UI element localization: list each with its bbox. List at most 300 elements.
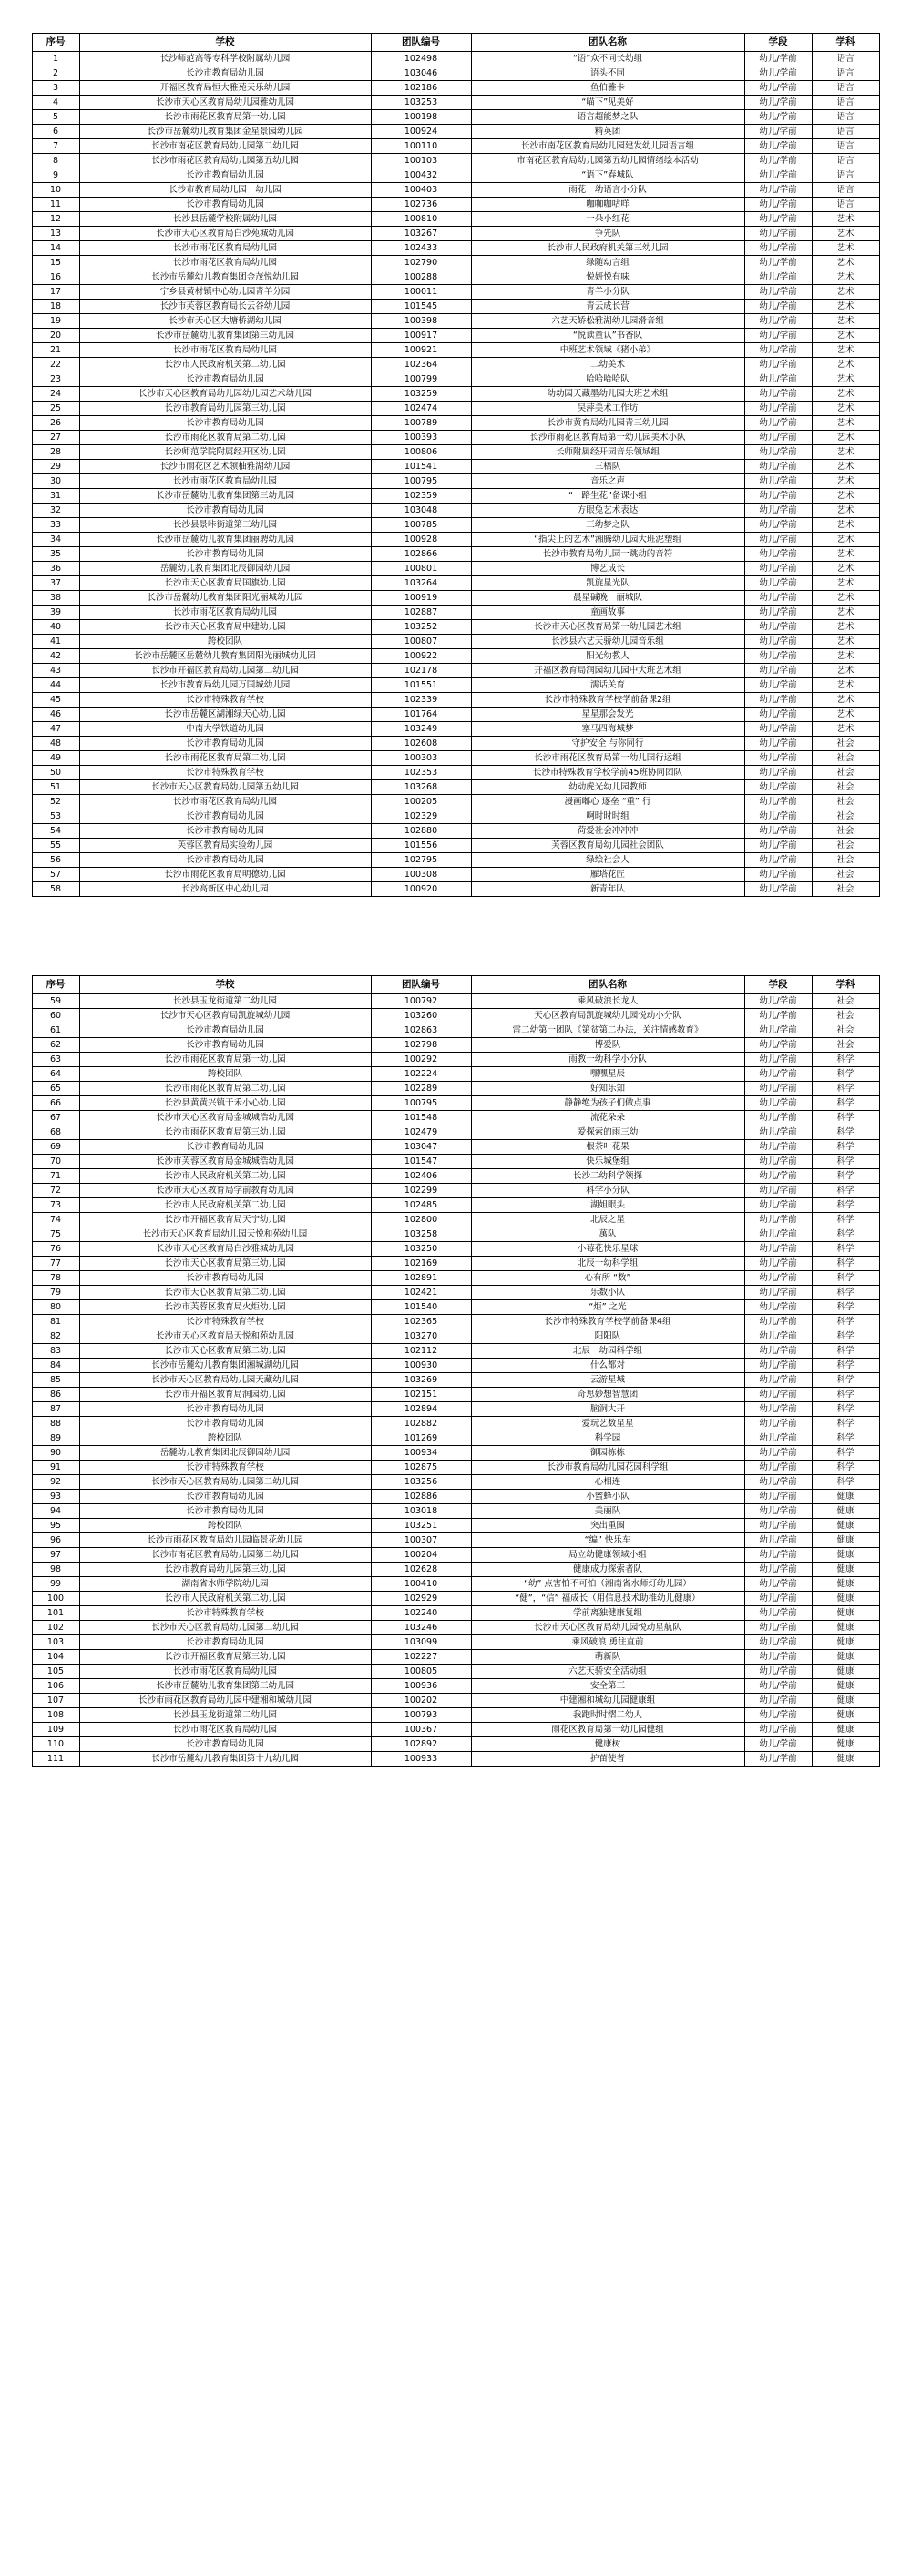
cell-team-name: 三幼梦之队 [471,518,744,533]
cell-school: 长沙市岳麓区岳麓幼儿教育集团阳光丽城幼儿园 [79,649,371,664]
table-row [32,460,879,474]
cell-team-name: 护苗使者 [471,1752,744,1767]
cell-team-name: 青羊小分队 [471,285,744,300]
cell-team-name: 雨花一幼语言小分队 [471,183,744,198]
cell-no: 4 [32,96,79,110]
cell-no: 29 [32,460,79,474]
cell-team-id: 103267 [371,227,471,241]
cell-team-name: 突出重围 [471,1519,744,1533]
table-row [32,1679,879,1694]
table-row [32,66,879,81]
cell-team-name: 塞马四海城梦 [471,722,744,737]
table-row [32,1650,879,1665]
cell-school: 长沙市天心区教育局凯旋城幼儿园 [79,1009,371,1023]
cell-no: 53 [32,809,79,824]
col-header-team-name: 团队名称 [471,976,744,994]
table-row [32,1053,879,1067]
cell-stage: 幼儿/学前 [744,1665,812,1679]
cell-no: 47 [32,722,79,737]
cell-subject: 科学 [812,1402,879,1417]
cell-subject: 艺术 [812,431,879,445]
table-row [32,270,879,285]
cell-team-id: 102299 [371,1184,471,1198]
cell-team-id: 102795 [371,853,471,868]
cell-subject: 健康 [812,1723,879,1737]
cell-school: 长沙市人民政府机关第二幼儿园 [79,1169,371,1184]
cell-subject: 艺术 [812,678,879,693]
table-row [32,994,879,1009]
table-row [32,81,879,96]
cell-team-name: 好知乐知 [471,1082,744,1096]
cell-school: 长沙市天心区教育局第二幼儿园 [79,1344,371,1359]
cell-school: 长沙市岳麓幼儿教育集团金茂悦幼儿园 [79,270,371,285]
cell-no: 87 [32,1402,79,1417]
cell-no: 35 [32,547,79,562]
cell-school: 长沙县岳麓学校附属幼儿园 [79,212,371,227]
cell-team-id: 100367 [371,1723,471,1737]
table-row [32,227,879,241]
cell-subject: 健康 [812,1635,879,1650]
cell-team-id: 100801 [371,562,471,576]
cell-school: 长沙市天心区教育局幼儿园第二幼儿园 [79,1621,371,1635]
cell-team-name: 鱼伯雅卡 [471,81,744,96]
cell-team-id: 102169 [371,1257,471,1271]
cell-no: 95 [32,1519,79,1533]
cell-stage: 幼儿/学前 [744,1096,812,1111]
cell-team-id: 103251 [371,1519,471,1533]
cell-stage: 幼儿/学前 [744,1723,812,1737]
cell-team-name: 长沙市雨花区教育局第一幼儿园美术小队 [471,431,744,445]
cell-no: 18 [32,300,79,314]
cell-no: 38 [32,591,79,606]
table-row [32,547,879,562]
table-row [32,751,879,766]
cell-stage: 幼儿/学前 [744,722,812,737]
cell-school: 岳麓幼儿教育集团北辰御园幼儿园 [79,562,371,576]
cell-no: 72 [32,1184,79,1198]
cell-stage: 幼儿/学前 [744,1737,812,1752]
cell-stage: 幼儿/学前 [744,795,812,809]
cell-no: 10 [32,183,79,198]
cell-stage: 幼儿/学前 [744,474,812,489]
cell-team-id: 102112 [371,1344,471,1359]
table-row [32,1461,879,1475]
cell-subject: 社会 [812,1038,879,1053]
table-row [32,139,879,154]
table-row [32,1563,879,1577]
table-row [32,1592,879,1606]
cell-team-name: 三梧队 [471,460,744,474]
cell-team-id: 103046 [371,66,471,81]
cell-subject: 科学 [812,1315,879,1329]
cell-school: 长沙市教育局幼儿园 [79,1635,371,1650]
cell-subject: 科学 [812,1111,879,1125]
cell-school: 长沙市天心区教育局金城城浩幼儿园 [79,1111,371,1125]
cell-team-name: 长沙市教育局幼儿园一跳动的音符 [471,547,744,562]
table-row [32,1329,879,1344]
cell-subject: 艺术 [812,518,879,533]
cell-school: 跨校团队 [79,1519,371,1533]
cell-team-id: 100806 [371,445,471,460]
cell-stage: 幼儿/学前 [744,678,812,693]
cell-school: 长沙市教育局幼儿园 [79,504,371,518]
cell-school: 长沙市天心区教育局幼儿园天悦和苑幼儿园 [79,1227,371,1242]
cell-stage: 幼儿/学前 [744,1475,812,1490]
cell-team-id: 100917 [371,329,471,343]
table-row [32,1344,879,1359]
cell-no: 90 [32,1446,79,1461]
cell-school: 长沙市开福区教育局润园幼儿园 [79,1388,371,1402]
cell-school: 长沙市人民政府机关第二幼儿园 [79,1592,371,1606]
cell-stage: 幼儿/学前 [744,1140,812,1155]
table-row [32,824,879,839]
cell-no: 39 [32,606,79,620]
cell-subject: 艺术 [812,576,879,591]
cell-school: 长沙市特殊教育学校 [79,1315,371,1329]
cell-team-name: 雁塔花匠 [471,868,744,882]
table-row [32,533,879,547]
cell-stage: 幼儿/学前 [744,1169,812,1184]
cell-school: 长沙市开福区教育局幼儿园第二幼儿园 [79,664,371,678]
cell-team-name: 荷爱社会冲冲冲 [471,824,744,839]
table-row [32,1708,879,1723]
cell-team-name: 幼动虎光幼儿园教师 [471,780,744,795]
table-row [32,1475,879,1490]
cell-stage: 幼儿/学前 [744,1650,812,1665]
cell-no: 59 [32,994,79,1009]
cell-no: 33 [32,518,79,533]
table-row [32,620,879,635]
cell-no: 100 [32,1592,79,1606]
page-break-gap [0,897,911,975]
cell-subject: 健康 [812,1519,879,1533]
cell-stage: 幼儿/学前 [744,270,812,285]
cell-subject: 语言 [812,81,879,96]
cell-team-id: 100103 [371,154,471,168]
cell-team-name: 幼幼园天藏墨幼儿园大班艺术组 [471,387,744,402]
cell-subject: 科学 [812,1373,879,1388]
cell-subject: 艺术 [812,474,879,489]
cell-no: 21 [32,343,79,358]
cell-no: 73 [32,1198,79,1213]
cell-stage: 幼儿/学前 [744,1009,812,1023]
cell-no: 19 [32,314,79,329]
cell-subject: 科学 [812,1213,879,1227]
cell-subject: 艺术 [812,300,879,314]
cell-school: 长沙市特殊教育学校 [79,693,371,708]
cell-team-id: 100202 [371,1694,471,1708]
cell-subject: 艺术 [812,562,879,576]
cell-school: 长沙市特殊教育学校 [79,766,371,780]
cell-school: 长沙市雨花区教育局幼儿园中建湘和城幼儿园 [79,1694,371,1708]
cell-stage: 幼儿/学前 [744,708,812,722]
col-header-stage: 学段 [744,976,812,994]
cell-stage: 幼儿/学前 [744,1635,812,1650]
cell-subject: 社会 [812,751,879,766]
cell-stage: 幼儿/学前 [744,751,812,766]
table-row [32,1038,879,1053]
cell-school: 长沙市雨花区教育局幼儿园 [79,1723,371,1737]
table-row [32,853,879,868]
cell-subject: 健康 [812,1563,879,1577]
cell-team-id: 102289 [371,1082,471,1096]
cell-stage: 幼儿/学前 [744,1533,812,1548]
cell-school: 长沙市岳麓幼儿教育集团第十九幼儿园 [79,1752,371,1767]
col-header-school: 学校 [79,976,371,994]
cell-team-id: 100920 [371,882,471,897]
cell-subject: 艺术 [812,460,879,474]
cell-school: 长沙市天心区教育局幼儿园第五幼儿园 [79,780,371,795]
cell-team-name: “语下”春城队 [471,168,744,183]
cell-team-name: 安全第三 [471,1679,744,1694]
cell-subject: 科学 [812,1242,879,1257]
cell-team-name: “炬” 之光 [471,1300,744,1315]
cell-subject: 艺术 [812,722,879,737]
cell-team-id: 100922 [371,649,471,664]
cell-school: 长沙市芙蓉区教育局火炬幼儿园 [79,1300,371,1315]
cell-subject: 科学 [812,1140,879,1155]
cell-subject: 艺术 [812,416,879,431]
cell-team-id: 101556 [371,839,471,853]
cell-team-id: 103252 [371,620,471,635]
cell-subject: 语言 [812,168,879,183]
cell-subject: 语言 [812,183,879,198]
cell-stage: 幼儿/学前 [744,1490,812,1504]
table-row [32,1111,879,1125]
cell-school: 长沙市天心区教育局天悦和苑幼儿园 [79,1329,371,1344]
cell-school: 岳麓幼儿教育集团北辰御园幼儿园 [79,1446,371,1461]
cell-subject: 社会 [812,839,879,853]
table-row [32,474,879,489]
col-header-subject: 学科 [812,976,879,994]
table-row [32,693,879,708]
cell-team-id: 100403 [371,183,471,198]
table-row [32,1082,879,1096]
cell-team-name: 方眼兔艺术表达 [471,504,744,518]
cell-team-name: 市南花区教育局幼儿园第五幼儿园情绪绘本活动 [471,154,744,168]
cell-team-name: 心相连 [471,1475,744,1490]
cell-no: 91 [32,1461,79,1475]
cell-school: 长沙市教育局幼儿园 [79,1737,371,1752]
cell-no: 45 [32,693,79,708]
cell-school: 长沙市教育局幼儿园 [79,1402,371,1417]
cell-team-id: 103259 [371,387,471,402]
table-block-1-wrap [0,33,911,897]
cell-stage: 幼儿/学前 [744,416,812,431]
cell-team-name: 流花朵朵 [471,1111,744,1125]
table-row [32,1533,879,1548]
cell-subject: 科学 [812,1096,879,1111]
table-row [32,518,879,533]
table-row [32,329,879,343]
cell-school: 跨校团队 [79,1431,371,1446]
cell-team-id: 102887 [371,606,471,620]
cell-no: 99 [32,1577,79,1592]
table-row [32,1431,879,1446]
cell-stage: 幼儿/学前 [744,562,812,576]
cell-team-name: “指尖上的艺术”湘腾幼儿园大班泥塑组 [471,533,744,547]
cell-no: 43 [32,664,79,678]
cell-stage: 幼儿/学前 [744,576,812,591]
table-row [32,1504,879,1519]
cell-no: 66 [32,1096,79,1111]
cell-subject: 艺术 [812,547,879,562]
cell-school: 长沙市天心区教育局白沙雅城幼儿园 [79,1242,371,1257]
cell-no: 80 [32,1300,79,1315]
cell-stage: 幼儿/学前 [744,460,812,474]
cell-subject: 健康 [812,1708,879,1723]
cell-team-id: 102800 [371,1213,471,1227]
cell-team-id: 102736 [371,198,471,212]
cell-team-id: 101545 [371,300,471,314]
cell-school: 长沙市天心区教育局幼儿园幼儿园艺术幼儿园 [79,387,371,402]
cell-school: 长沙市南花区教育局幼儿园第二幼儿园 [79,1548,371,1563]
cell-team-id: 103268 [371,780,471,795]
cell-team-id: 100933 [371,1752,471,1767]
cell-team-name: 晨星碱晚一丽城队 [471,591,744,606]
cell-team-name: 长沙市黄育局幼儿园青三幼儿园 [471,416,744,431]
table-row [32,737,879,751]
table-row [32,1737,879,1752]
cell-stage: 幼儿/学前 [744,387,812,402]
cell-school: 长沙市开福区教育局天宁幼儿园 [79,1213,371,1227]
cell-subject: 艺术 [812,533,879,547]
cell-team-name: 六艺天骄安全活动组 [471,1665,744,1679]
cell-stage: 幼儿/学前 [744,1155,812,1169]
cell-team-id: 102798 [371,1038,471,1053]
cell-no: 6 [32,125,79,139]
cell-stage: 幼儿/学前 [744,780,812,795]
table-row [32,1752,879,1767]
table-row [32,1227,879,1242]
cell-stage: 幼儿/学前 [744,1446,812,1461]
cell-team-name: 奇思妙想智慧团 [471,1388,744,1402]
cell-team-id: 103258 [371,1227,471,1242]
cell-subject: 艺术 [812,212,879,227]
cell-subject: 艺术 [812,314,879,329]
table-row [32,285,879,300]
cell-no: 92 [32,1475,79,1490]
cell-no: 98 [32,1563,79,1577]
cell-school: 长沙市人民政府机关第二幼儿园 [79,1198,371,1213]
table-block-2-wrap [0,975,911,1767]
cell-subject: 社会 [812,868,879,882]
cell-stage: 幼儿/学前 [744,343,812,358]
cell-stage: 幼儿/学前 [744,1198,812,1213]
cell-team-id: 102790 [371,256,471,270]
cell-no: 5 [32,110,79,125]
cell-school: 长沙市雨花区教育局幼儿园 [79,343,371,358]
cell-subject: 科学 [812,1198,879,1213]
cell-school: 长沙市岳麓幼儿教育集团金星景园幼儿园 [79,125,371,139]
cell-team-name: 童画故事 [471,606,744,620]
cell-no: 79 [32,1286,79,1300]
cell-subject: 语言 [812,110,879,125]
cell-stage: 幼儿/学前 [744,1417,812,1431]
cell-stage: 幼儿/学前 [744,1548,812,1563]
cell-stage: 幼儿/学前 [744,809,812,824]
cell-subject: 科学 [812,1344,879,1359]
table-header-row [32,976,879,994]
cell-no: 56 [32,853,79,868]
cell-subject: 科学 [812,1461,879,1475]
cell-team-id: 102364 [371,358,471,372]
cell-school: 长沙市雨花区教育局第二幼儿园 [79,751,371,766]
cell-team-name: “语”众不同长幼组 [471,52,744,66]
table-row [32,562,879,576]
table-row [32,372,879,387]
cell-team-id: 100807 [371,635,471,649]
cell-no: 97 [32,1548,79,1563]
cell-no: 7 [32,139,79,154]
cell-school: 宁乡县黄材镇中心幼儿园青羊分园 [79,285,371,300]
cell-subject: 健康 [812,1752,879,1767]
cell-stage: 幼儿/学前 [744,766,812,780]
cell-school: 长沙市天心区教育局幼儿园天藏幼儿园 [79,1373,371,1388]
cell-subject: 艺术 [812,708,879,722]
cell-no: 13 [32,227,79,241]
cell-school: 长沙市雨花区教育局幼儿园 [79,241,371,256]
cell-team-name: 小莓花快乐星球 [471,1242,744,1257]
cell-team-id: 102329 [371,809,471,824]
cell-subject: 艺术 [812,620,879,635]
col-header-stage: 学段 [744,34,812,52]
table-header-row [32,34,879,52]
cell-team-name: 一朵小红花 [471,212,744,227]
cell-no: 52 [32,795,79,809]
cell-team-name: 局立幼健康领域小组 [471,1548,744,1563]
cell-team-name: 雨教一幼科学小分队 [471,1053,744,1067]
cell-team-name: 萬队 [471,1227,744,1242]
cell-no: 44 [32,678,79,693]
cell-team-id: 100799 [371,372,471,387]
table-row [32,52,879,66]
table-row [32,868,879,882]
cell-subject: 社会 [812,737,879,751]
cell-team-name: 咖咖咖咕咩 [471,198,744,212]
table-row [32,1446,879,1461]
cell-stage: 幼儿/学前 [744,1329,812,1344]
cell-subject: 艺术 [812,227,879,241]
cell-team-name: 爱玩艺数星星 [471,1417,744,1431]
cell-subject: 科学 [812,1125,879,1140]
bottom-spacer [0,1767,911,1876]
cell-subject: 健康 [812,1665,879,1679]
cell-team-id: 102875 [371,1461,471,1475]
cell-subject: 社会 [812,795,879,809]
cell-stage: 幼儿/学前 [744,1373,812,1388]
cell-stage: 幼儿/学前 [744,110,812,125]
cell-team-id: 101547 [371,1155,471,1169]
cell-no: 70 [32,1155,79,1169]
cell-team-name: 北辰之星 [471,1213,744,1227]
cell-school: 长沙市天心区教育局申建幼儿园 [79,620,371,635]
cell-team-name: 静静绝为孩子们做点事 [471,1096,744,1111]
cell-no: 89 [32,1431,79,1446]
cell-team-id: 100795 [371,1096,471,1111]
cell-no: 68 [32,1125,79,1140]
cell-subject: 健康 [812,1548,879,1563]
cell-team-id: 102421 [371,1286,471,1300]
table-row [32,1548,879,1563]
cell-stage: 幼儿/学前 [744,1213,812,1227]
cell-team-id: 102892 [371,1737,471,1752]
cell-subject: 艺术 [812,664,879,678]
cell-no: 24 [32,387,79,402]
cell-school: 长沙市教育局幼儿园 [79,1140,371,1155]
cell-stage: 幼儿/学前 [744,591,812,606]
cell-no: 51 [32,780,79,795]
